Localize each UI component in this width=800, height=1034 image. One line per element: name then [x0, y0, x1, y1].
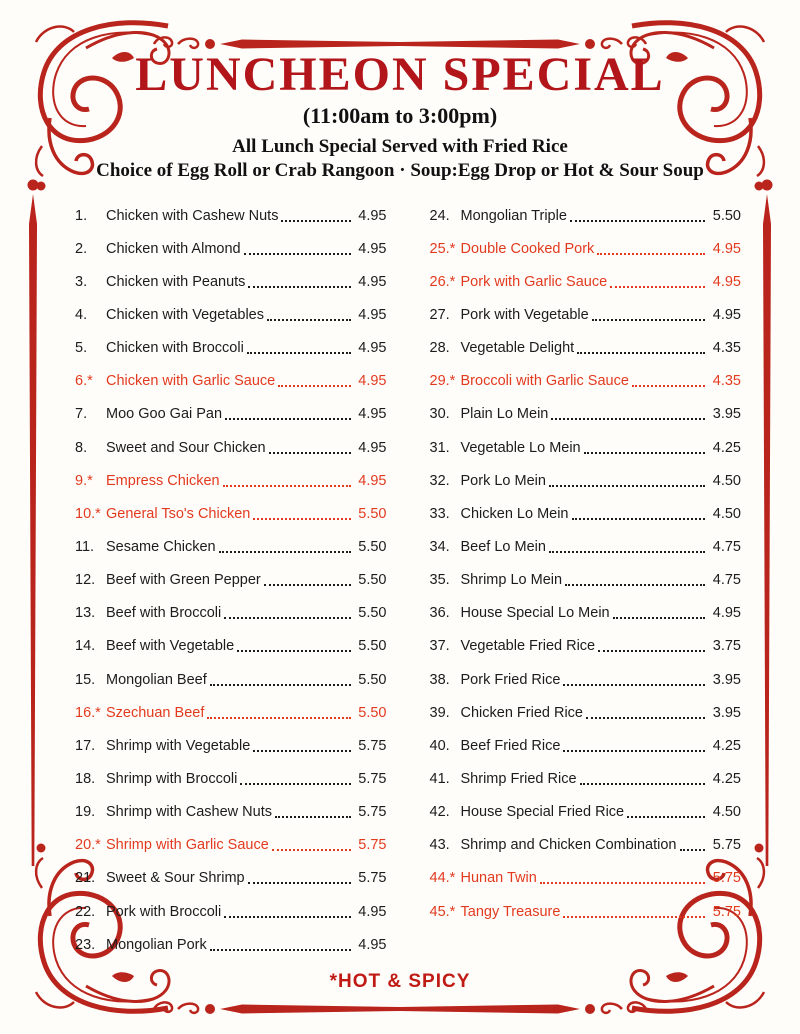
menu-item-price: 4.95	[712, 273, 741, 290]
menu-item-name: Empress Chicken	[106, 472, 220, 489]
menu-item-number: 2.	[75, 240, 88, 257]
dotted-leader	[598, 650, 705, 652]
menu-item	[75, 829, 387, 862]
menu-item	[430, 199, 742, 232]
menu-item	[75, 332, 387, 365]
dotted-leader	[565, 584, 705, 586]
menu-item-price: 5.75	[358, 804, 387, 821]
menu-item	[75, 696, 387, 729]
dotted-leader	[563, 684, 705, 686]
hours-line: (11:00am to 3:00pm)	[302, 103, 498, 129]
menu-item-number: 35.	[429, 572, 450, 589]
menu-item-number: 42.	[429, 804, 450, 821]
menu-list	[75, 199, 741, 961]
dotted-leader	[267, 319, 351, 321]
menu-item-price: 4.95	[358, 903, 387, 920]
dotted-leader	[247, 352, 351, 354]
menu-item-price: 5.75	[358, 870, 387, 887]
menu-item	[75, 796, 387, 829]
menu-item-price: 5.75	[358, 737, 387, 754]
menu-item-price: 4.95	[358, 373, 387, 390]
menu-item-number: 1.	[75, 207, 88, 224]
menu-item-number: 15.	[75, 671, 96, 688]
menu-item-number: 36.	[429, 605, 450, 622]
menu-item	[75, 199, 387, 232]
dotted-leader	[253, 518, 350, 520]
menu-item-number: 11.	[75, 538, 95, 555]
menu-item	[430, 298, 742, 331]
menu-item-number: 7.	[75, 406, 88, 423]
dotted-leader	[248, 882, 351, 884]
menu-item	[430, 696, 742, 729]
menu-item-number: 16.*	[75, 704, 101, 721]
menu-item-name: Chicken Lo Mein	[460, 505, 569, 522]
menu-item-name: Beef Lo Mein	[460, 538, 546, 555]
menu-item-name: Shrimp Fried Rice	[460, 770, 577, 787]
dotted-leader	[278, 385, 350, 387]
menu-item-price: 4.95	[712, 605, 741, 622]
menu-item-number: 18.	[75, 770, 96, 787]
dotted-leader	[281, 220, 350, 222]
menu-item-number: 19.	[75, 804, 96, 821]
menu-item-price: 4.50	[712, 804, 741, 821]
menu-item-number: 26.*	[429, 273, 456, 290]
menu-item-number: 23.	[75, 936, 96, 953]
menu-item-name: Chicken with Cashew Nuts	[106, 207, 279, 224]
menu-item	[430, 829, 742, 862]
menu-item-number: 14.	[75, 638, 96, 655]
menu-item-price: 5.50	[358, 572, 387, 589]
menu-item-price: 4.95	[358, 273, 387, 290]
menu-item-number: 21.	[75, 870, 96, 887]
menu-item-price: 5.50	[358, 538, 387, 555]
menu-item-price: 5.75	[712, 837, 741, 854]
menu-item-number: 44.*	[429, 870, 456, 887]
menu-item-price: 5.50	[358, 605, 387, 622]
dotted-leader	[223, 485, 351, 487]
menu-item-price: 5.75	[358, 770, 387, 787]
menu-item-price: 4.25	[712, 439, 741, 456]
dotted-leader	[627, 816, 705, 818]
menu-item	[430, 265, 742, 298]
menu-item	[430, 796, 742, 829]
menu-item-price: 4.95	[358, 207, 387, 224]
menu-item-name: Vegetable Lo Mein	[460, 439, 581, 456]
menu-item-number: 37.	[429, 638, 450, 655]
page-title: LUNCHEON SPECIAL	[135, 48, 665, 101]
menu-item-price: 4.95	[358, 472, 387, 489]
menu-item-price: 4.95	[358, 406, 387, 423]
menu-item	[430, 497, 742, 530]
hot-and-spicy-footnote: *HOT & SPICY	[329, 971, 471, 992]
menu-item-price: 5.75	[712, 870, 741, 887]
menu-item	[75, 928, 387, 961]
menu-item	[75, 464, 387, 497]
menu-item-number: 43.	[429, 837, 450, 854]
menu-item-name: Sesame Chicken	[106, 538, 216, 555]
dotted-leader	[680, 849, 706, 851]
menu-item-name: Chicken Fried Rice	[460, 704, 583, 721]
dotted-leader	[563, 916, 705, 918]
menu-item-name: Sweet and Sour Chicken	[106, 439, 266, 456]
menu-item-price: 4.35	[712, 373, 741, 390]
menu-item	[430, 564, 742, 597]
dotted-leader	[570, 220, 705, 222]
menu-item-number: 24.	[429, 207, 450, 224]
menu-item-name: Vegetable Delight	[460, 340, 575, 357]
menu-item	[430, 862, 742, 895]
menu-item-price: 5.50	[358, 671, 387, 688]
menu-item-name: Chicken with Peanuts	[106, 273, 246, 290]
menu-item	[75, 398, 387, 431]
menu-item-name: Moo Goo Gai Pan	[106, 406, 223, 423]
menu-item-price: 4.95	[358, 936, 387, 953]
dotted-leader	[592, 319, 705, 321]
menu-item-name: Pork with Vegetable	[460, 306, 589, 323]
menu-item	[430, 365, 742, 398]
menu-item-price: 4.25	[712, 770, 741, 787]
dotted-leader	[272, 849, 351, 851]
menu-item-number: 38.	[429, 671, 450, 688]
menu-item-name: Chicken with Garlic Sauce	[106, 373, 276, 390]
menu-item-name: Pork Fried Rice	[460, 671, 561, 688]
menu-item-price: 4.50	[712, 472, 741, 489]
menu-item	[75, 597, 387, 630]
dotted-leader	[219, 551, 351, 553]
menu-item	[75, 564, 387, 597]
dotted-leader	[580, 783, 705, 785]
menu-item-name: Plain Lo Mein	[460, 406, 549, 423]
menu-item-number: 9.*	[75, 472, 93, 489]
menu-item-price: 4.95	[358, 439, 387, 456]
menu-item-number: 41.	[429, 770, 450, 787]
dotted-leader	[248, 286, 350, 288]
menu-item	[75, 762, 387, 795]
menu-item-price: 5.50	[358, 505, 387, 522]
menu-item-price: 4.25	[712, 737, 741, 754]
vertical-border-line-icon	[760, 178, 774, 866]
menu-item-number: 5.	[75, 340, 88, 357]
menu-item-number: 10.*	[75, 505, 101, 522]
menu-item-price: 4.75	[712, 572, 741, 589]
menu-item	[75, 298, 387, 331]
menu-item-name: Beef Fried Rice	[460, 737, 561, 754]
menu-item-number: 34.	[429, 538, 450, 555]
dotted-leader	[253, 750, 350, 752]
menu-item-name: Beef with Broccoli	[106, 605, 222, 622]
menu-item	[75, 265, 387, 298]
dotted-leader	[244, 253, 351, 255]
menu-item-number: 33.	[429, 505, 450, 522]
dotted-leader	[275, 816, 351, 818]
menu-item-price: 5.75	[712, 903, 741, 920]
menu-item-name: Mongolian Pork	[106, 936, 207, 953]
menu-item	[430, 332, 742, 365]
menu-item-number: 30.	[429, 406, 450, 423]
menu-item-name: Shrimp with Broccoli	[106, 770, 238, 787]
menu-item	[75, 232, 387, 265]
dotted-leader	[210, 949, 351, 951]
menu-item-price: 4.35	[712, 340, 741, 357]
menu-column-left	[75, 199, 387, 961]
dotted-leader	[613, 617, 705, 619]
dotted-leader	[264, 584, 351, 586]
menu-item-number: 22.	[75, 903, 96, 920]
menu-item	[430, 464, 742, 497]
menu-item-name: Mongolian Triple	[460, 207, 567, 224]
menu-item-number: 8.	[75, 439, 88, 456]
menu-item	[430, 762, 742, 795]
subtitle-choices: Choice of Egg Roll or Crab Rangoon · Soup:Egg Drop or Hot & Sour Soup	[96, 160, 704, 182]
dotted-leader	[632, 385, 705, 387]
menu-item-name: Double Cooked Pork	[460, 240, 595, 257]
menu-item-name: General Tso's Chicken	[106, 505, 251, 522]
menu-item-number: 6.*	[75, 373, 93, 390]
menu-item-name: House Special Fried Rice	[460, 804, 625, 821]
menu-item	[75, 895, 387, 928]
menu-item-name: Pork with Garlic Sauce	[460, 273, 608, 290]
menu-item-price: 4.95	[358, 340, 387, 357]
ornamental-rule-icon	[150, 996, 650, 1022]
dotted-leader	[577, 352, 705, 354]
menu-item-price: 5.75	[358, 837, 387, 854]
menu-item-name: Hunan Twin	[460, 870, 537, 887]
menu-item-name: Chicken with Broccoli	[106, 340, 244, 357]
menu-item-name: Shrimp with Vegetable	[106, 737, 251, 754]
menu-item-number: 28.	[429, 340, 450, 357]
dotted-leader	[207, 717, 350, 719]
menu-item	[75, 431, 387, 464]
menu-item-price: 4.95	[358, 306, 387, 323]
menu-item	[430, 530, 742, 563]
menu-item-number: 4.	[75, 306, 88, 323]
menu-item-price: 3.75	[712, 638, 741, 655]
menu-item-number: 39.	[429, 704, 450, 721]
menu-item-name: Mongolian Beef	[106, 671, 207, 688]
subtitle-fried-rice: All Lunch Special Served with Fried Rice	[232, 136, 568, 158]
menu-item-name: Broccoli with Garlic Sauce	[460, 373, 629, 390]
menu-item-number: 12.	[75, 572, 96, 589]
menu-item-name: Szechuan Beef	[106, 704, 205, 721]
menu-item-number: 3.	[75, 273, 88, 290]
menu-item	[430, 597, 742, 630]
menu-header	[0, 50, 800, 182]
menu-item	[430, 663, 742, 696]
menu-item-number: 27.	[429, 306, 450, 323]
menu-item-price: 3.95	[712, 406, 741, 423]
menu-item	[430, 729, 742, 762]
menu-item-price: 4.95	[712, 240, 741, 257]
menu-item-name: Tangy Treasure	[460, 903, 561, 920]
menu-item-name: Vegetable Fried Rice	[460, 638, 596, 655]
menu-item-price: 4.50	[712, 505, 741, 522]
dotted-leader	[549, 485, 705, 487]
menu-item	[430, 630, 742, 663]
menu-item-price: 3.95	[712, 671, 741, 688]
dotted-leader	[563, 750, 705, 752]
dotted-leader	[597, 253, 705, 255]
menu-item-number: 13.	[75, 605, 96, 622]
menu-item-name: Shrimp with Garlic Sauce	[106, 837, 269, 854]
menu-item	[75, 862, 387, 895]
menu-item-price: 4.95	[358, 240, 387, 257]
dotted-leader	[586, 717, 705, 719]
dotted-leader	[225, 418, 350, 420]
menu-item-price: 3.95	[712, 704, 741, 721]
menu-item-number: 32.	[429, 472, 450, 489]
dotted-leader	[224, 916, 350, 918]
menu-item-name: Shrimp with Cashew Nuts	[106, 804, 272, 821]
menu-item	[75, 729, 387, 762]
menu-item-name: Beef with Green Pepper	[106, 572, 261, 589]
dotted-leader	[610, 286, 705, 288]
dotted-leader	[210, 684, 351, 686]
menu-item	[75, 663, 387, 696]
dotted-leader	[584, 452, 705, 454]
menu-column-right	[430, 199, 742, 961]
menu-item-name: Pork with Broccoli	[106, 903, 222, 920]
menu-item	[75, 365, 387, 398]
menu-item-number: 40.	[429, 737, 450, 754]
menu-item-price: 4.95	[712, 306, 741, 323]
menu-item-price: 5.50	[358, 638, 387, 655]
menu-item-name: Beef with Vegetable	[106, 638, 235, 655]
dotted-leader	[237, 650, 350, 652]
menu-item	[75, 630, 387, 663]
menu-item-name: Sweet & Sour Shrimp	[106, 870, 245, 887]
menu-item	[430, 398, 742, 431]
dotted-leader	[572, 518, 706, 520]
menu-item-number: 25.*	[429, 240, 456, 257]
menu-item-name: Chicken with Vegetables	[106, 306, 264, 323]
dotted-leader	[224, 617, 350, 619]
menu-item-number: 45.*	[429, 903, 456, 920]
menu-item-name: House Special Lo Mein	[460, 605, 610, 622]
menu-item-number: 31.	[429, 439, 450, 456]
menu-item	[75, 497, 387, 530]
dotted-leader	[240, 783, 350, 785]
dotted-leader	[269, 452, 351, 454]
menu-item	[75, 530, 387, 563]
menu-item-name: Pork Lo Mein	[460, 472, 546, 489]
vertical-border-line-icon	[26, 178, 40, 866]
menu-item	[430, 232, 742, 265]
dotted-leader	[549, 551, 705, 553]
dotted-leader	[551, 418, 705, 420]
dotted-leader	[540, 882, 705, 884]
menu-item	[430, 431, 742, 464]
menu-item-name: Shrimp Lo Mein	[460, 572, 563, 589]
menu-item-price: 5.50	[358, 704, 387, 721]
menu-item	[430, 895, 742, 928]
menu-item-number: 20.*	[75, 837, 101, 854]
menu-item-price: 5.50	[712, 207, 741, 224]
menu-item-name: Shrimp and Chicken Combination	[460, 837, 677, 854]
menu-item-name: Chicken with Almond	[106, 240, 241, 257]
menu-item-price: 4.75	[712, 538, 741, 555]
menu-item-number: 29.*	[429, 373, 456, 390]
menu-item-number: 17.	[75, 737, 96, 754]
